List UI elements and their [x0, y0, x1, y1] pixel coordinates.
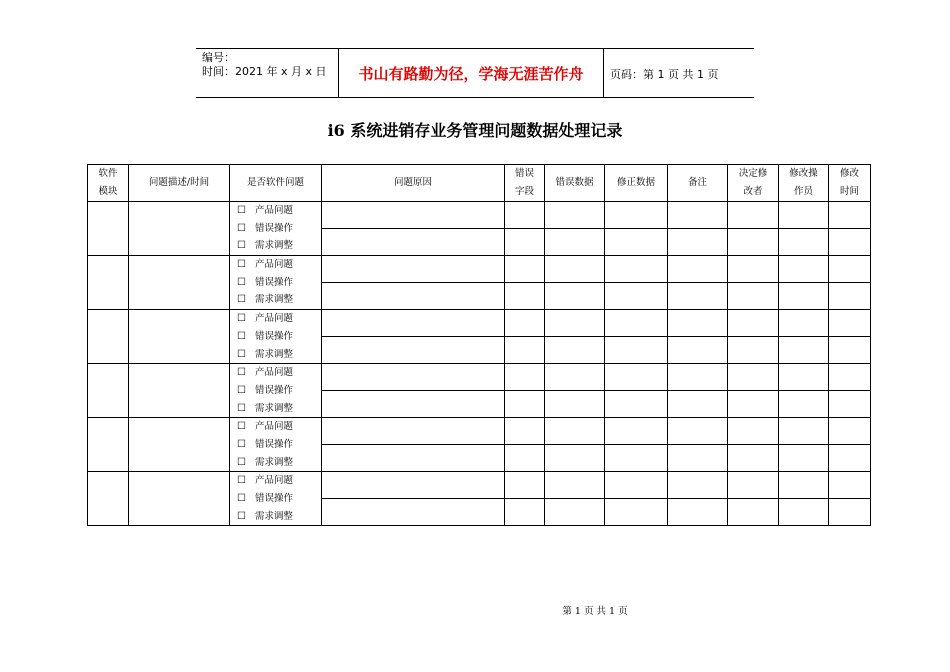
- column-header-line: 修改: [839, 168, 859, 179]
- decider-cell[interactable]: [728, 337, 779, 364]
- problem-cause-cell[interactable]: [322, 499, 505, 526]
- option-label: 产品问题: [255, 313, 294, 325]
- remark-cell[interactable]: [668, 391, 728, 418]
- option-item[interactable]: [230, 472, 321, 490]
- column-header-line: 改者: [743, 186, 763, 197]
- option-item[interactable]: [230, 310, 321, 328]
- software-issue-options: [230, 418, 322, 472]
- page-header: [196, 48, 754, 98]
- table-header-row: [88, 165, 871, 202]
- error-field-cell[interactable]: [505, 202, 545, 229]
- table-row: [88, 418, 871, 445]
- remark-cell[interactable]: [668, 202, 728, 229]
- problem-description-cell[interactable]: [129, 364, 230, 418]
- column-header: [779, 165, 829, 202]
- error-field-cell[interactable]: [505, 445, 545, 472]
- option-item[interactable]: [230, 291, 321, 309]
- operator-cell[interactable]: [779, 418, 829, 445]
- software-module-cell[interactable]: [88, 418, 129, 472]
- remark-cell[interactable]: [668, 472, 728, 499]
- option-item[interactable]: [230, 256, 321, 274]
- error-field-cell[interactable]: [505, 229, 545, 256]
- option-label: 产品问题: [255, 205, 294, 216]
- modify-time-cell[interactable]: [829, 310, 871, 337]
- error-field-cell[interactable]: [505, 499, 545, 526]
- checkbox-icon[interactable]: ☐: [237, 348, 246, 360]
- option-label: 需求调整: [255, 294, 294, 306]
- header-meta: [202, 51, 327, 79]
- decider-cell[interactable]: [728, 229, 779, 256]
- decider-cell[interactable]: [728, 364, 779, 391]
- option-label: 错误操作: [255, 276, 294, 288]
- checkbox-icon[interactable]: ☐: [237, 402, 246, 414]
- checkbox-icon[interactable]: ☐: [237, 276, 246, 288]
- decider-cell[interactable]: [728, 499, 779, 526]
- option-label: 错误操作: [255, 222, 294, 234]
- option-item[interactable]: [230, 346, 321, 364]
- remark-cell[interactable]: [668, 418, 728, 445]
- problem-description-cell[interactable]: [129, 310, 230, 364]
- error-data-cell[interactable]: [545, 445, 605, 472]
- error-field-cell[interactable]: [505, 337, 545, 364]
- problem-cause-cell[interactable]: [322, 364, 505, 391]
- checkbox-icon[interactable]: ☐: [237, 222, 246, 234]
- checkbox-icon[interactable]: ☐: [237, 313, 246, 325]
- option-item[interactable]: [230, 454, 321, 472]
- column-header: [545, 165, 605, 202]
- remark-cell[interactable]: [668, 445, 728, 472]
- column-header-line: 修改操: [789, 168, 818, 179]
- corrected-data-cell[interactable]: [605, 310, 668, 337]
- modify-time-cell[interactable]: [829, 418, 871, 445]
- column-header: [505, 165, 545, 202]
- column-header-line: 时间: [839, 186, 859, 197]
- problem-cause-cell[interactable]: [322, 472, 505, 499]
- software-issue-options: [230, 364, 322, 418]
- error-field-cell[interactable]: [505, 472, 545, 499]
- corrected-data-cell[interactable]: [605, 337, 668, 364]
- corrected-data-cell[interactable]: [605, 445, 668, 472]
- column-header: [605, 165, 668, 202]
- option-label: 错误操作: [255, 438, 294, 450]
- modify-time-cell[interactable]: [829, 229, 871, 256]
- error-data-cell[interactable]: [545, 202, 605, 229]
- page-footer: 第 1 页 共 1 页: [562, 606, 628, 617]
- decider-cell[interactable]: [728, 418, 779, 445]
- column-header-line: 决定修: [738, 168, 768, 179]
- error-field-cell[interactable]: [505, 364, 545, 391]
- corrected-data-cell[interactable]: [605, 472, 668, 499]
- modify-time-cell[interactable]: [829, 391, 871, 418]
- error-field-cell[interactable]: [505, 418, 545, 445]
- option-label: 产品问题: [255, 259, 294, 271]
- column-header: [230, 165, 322, 202]
- problem-cause-cell[interactable]: [322, 283, 505, 310]
- error-data-cell[interactable]: [545, 337, 605, 364]
- option-item[interactable]: [230, 382, 321, 400]
- problem-description-cell[interactable]: [129, 472, 230, 526]
- corrected-data-cell[interactable]: [605, 364, 668, 391]
- corrected-data-cell[interactable]: [605, 202, 668, 229]
- option-label: 需求调整: [255, 348, 294, 360]
- option-item[interactable]: [230, 436, 321, 454]
- checkbox-icon[interactable]: ☐: [237, 367, 246, 379]
- option-item[interactable]: [230, 418, 321, 436]
- software-module-cell[interactable]: [88, 472, 129, 526]
- table-row: [88, 310, 871, 337]
- remark-cell[interactable]: [668, 229, 728, 256]
- page-number-label: 页码：第 1 页 共 1 页: [610, 68, 719, 81]
- column-header: [668, 165, 728, 202]
- column-header-line: 错误: [514, 168, 534, 179]
- checkbox-icon[interactable]: ☐: [237, 205, 246, 216]
- corrected-data-cell[interactable]: [605, 256, 668, 283]
- problem-cause-cell[interactable]: [322, 202, 505, 229]
- error-data-cell[interactable]: [545, 229, 605, 256]
- operator-cell[interactable]: [779, 229, 829, 256]
- checkbox-icon[interactable]: ☐: [237, 259, 246, 271]
- option-item[interactable]: [230, 328, 321, 346]
- operator-cell[interactable]: [779, 283, 829, 310]
- corrected-data-cell[interactable]: [605, 391, 668, 418]
- software-issue-options: [230, 202, 322, 256]
- option-label: 需求调整: [255, 456, 294, 468]
- problem-cause-cell[interactable]: [322, 256, 505, 283]
- column-header-line: 问题描述/时间: [148, 177, 210, 188]
- modify-time-cell[interactable]: [829, 472, 871, 499]
- modify-time-cell[interactable]: [829, 256, 871, 283]
- checkbox-icon[interactable]: ☐: [237, 294, 246, 306]
- software-module-cell[interactable]: [88, 310, 129, 364]
- table-row: [88, 256, 871, 283]
- software-issue-options: [230, 472, 322, 526]
- table-row: [88, 364, 871, 391]
- column-header-line: 软件: [98, 168, 118, 179]
- problem-description-cell[interactable]: [129, 256, 230, 310]
- problem-cause-cell[interactable]: [322, 337, 505, 364]
- operator-cell[interactable]: [779, 445, 829, 472]
- decider-cell[interactable]: [728, 445, 779, 472]
- decider-cell[interactable]: [728, 256, 779, 283]
- option-item[interactable]: [230, 274, 321, 292]
- operator-cell[interactable]: [779, 202, 829, 229]
- option-label: 需求调整: [255, 510, 294, 522]
- option-item[interactable]: [230, 508, 321, 526]
- modify-time-cell[interactable]: [829, 445, 871, 472]
- modify-time-cell[interactable]: [829, 364, 871, 391]
- option-item[interactable]: [230, 490, 321, 508]
- modify-time-cell[interactable]: [829, 499, 871, 526]
- option-label: 产品问题: [255, 367, 294, 379]
- operator-cell[interactable]: [779, 337, 829, 364]
- option-label: 产品问题: [255, 475, 294, 487]
- error-data-cell[interactable]: [545, 256, 605, 283]
- operator-cell[interactable]: [779, 310, 829, 337]
- remark-cell[interactable]: [668, 499, 728, 526]
- error-field-cell[interactable]: [505, 310, 545, 337]
- software-module-cell[interactable]: [88, 364, 129, 418]
- checkbox-icon[interactable]: ☐: [237, 456, 246, 468]
- checkbox-icon[interactable]: ☐: [237, 493, 246, 504]
- table-row: [88, 202, 871, 229]
- problem-description-cell[interactable]: [129, 202, 230, 256]
- column-header-line: 修正数据: [616, 177, 655, 188]
- problem-cause-cell[interactable]: [322, 391, 505, 418]
- column-header-line: 问题原因: [393, 177, 432, 188]
- software-issue-options: [230, 256, 322, 310]
- modify-time-cell[interactable]: [829, 202, 871, 229]
- option-item[interactable]: [230, 202, 321, 220]
- remark-cell[interactable]: [668, 256, 728, 283]
- error-field-cell[interactable]: [505, 283, 545, 310]
- corrected-data-cell[interactable]: [605, 499, 668, 526]
- column-header: [829, 165, 871, 202]
- operator-cell[interactable]: [779, 391, 829, 418]
- error-data-cell[interactable]: [545, 391, 605, 418]
- checkbox-icon[interactable]: ☐: [237, 510, 246, 522]
- error-data-cell[interactable]: [545, 418, 605, 445]
- column-header-line: 备注: [687, 177, 707, 188]
- problem-description-cell[interactable]: [129, 418, 230, 472]
- operator-cell[interactable]: [779, 499, 829, 526]
- error-data-cell[interactable]: [545, 472, 605, 499]
- time-label: 时间：2021 年 x 月 x 日: [202, 65, 327, 78]
- decider-cell[interactable]: [728, 391, 779, 418]
- corrected-data-cell[interactable]: [605, 418, 668, 445]
- error-data-cell[interactable]: [545, 364, 605, 391]
- remark-cell[interactable]: [668, 283, 728, 310]
- option-item[interactable]: [230, 237, 321, 255]
- motto: 书山有路勤为径，学海无涯苦作舟: [338, 49, 604, 97]
- option-label: 错误操作: [255, 384, 294, 396]
- column-header: [129, 165, 230, 202]
- checkbox-icon[interactable]: ☐: [237, 438, 246, 450]
- checkbox-icon[interactable]: ☐: [237, 384, 246, 396]
- document-title: i6 系统进销存业务管理问题数据处理记录: [327, 121, 623, 140]
- error-data-cell[interactable]: [545, 499, 605, 526]
- checkbox-icon[interactable]: ☐: [237, 421, 246, 433]
- table-row: [88, 472, 871, 499]
- option-label: 需求调整: [255, 402, 294, 414]
- problem-cause-cell[interactable]: [322, 445, 505, 472]
- software-module-cell[interactable]: [88, 256, 129, 310]
- modify-time-cell[interactable]: [829, 283, 871, 310]
- operator-cell[interactable]: [779, 472, 829, 499]
- operator-cell[interactable]: [779, 364, 829, 391]
- checkbox-icon[interactable]: ☐: [237, 475, 246, 487]
- corrected-data-cell[interactable]: [605, 229, 668, 256]
- software-issue-options: [230, 310, 322, 364]
- decider-cell[interactable]: [728, 472, 779, 499]
- modify-time-cell[interactable]: [829, 337, 871, 364]
- remark-cell[interactable]: [668, 364, 728, 391]
- decider-cell[interactable]: [728, 202, 779, 229]
- table-body: [88, 202, 871, 526]
- checkbox-icon[interactable]: ☐: [237, 240, 246, 252]
- remark-cell[interactable]: [668, 310, 728, 337]
- column-header: [322, 165, 505, 202]
- column-header-line: 是否软件问题: [246, 177, 304, 188]
- decider-cell[interactable]: [728, 283, 779, 310]
- option-label: 产品问题: [255, 421, 294, 433]
- remark-cell[interactable]: [668, 337, 728, 364]
- column-header: [728, 165, 779, 202]
- column-header-line: 错误数据: [555, 177, 594, 188]
- error-data-cell[interactable]: [545, 283, 605, 310]
- error-field-cell[interactable]: [505, 391, 545, 418]
- corrected-data-cell[interactable]: [605, 283, 668, 310]
- option-item[interactable]: [230, 400, 321, 418]
- error-field-cell[interactable]: [505, 256, 545, 283]
- column-header-line: 模块: [98, 186, 118, 197]
- software-module-cell[interactable]: [88, 202, 129, 256]
- option-label: 错误操作: [255, 330, 294, 342]
- option-label: 错误操作: [255, 493, 294, 504]
- problem-cause-cell[interactable]: [322, 418, 505, 445]
- number-label: 编号：: [202, 51, 235, 64]
- record-table: [87, 164, 871, 526]
- column-header: [88, 165, 129, 202]
- error-data-cell[interactable]: [545, 310, 605, 337]
- option-item[interactable]: [230, 220, 321, 238]
- checkbox-icon[interactable]: ☐: [237, 330, 246, 342]
- column-header-line: 作员: [793, 186, 813, 197]
- problem-cause-cell[interactable]: [322, 229, 505, 256]
- column-header-line: 字段: [514, 186, 534, 197]
- problem-cause-cell[interactable]: [322, 310, 505, 337]
- option-label: 需求调整: [255, 240, 294, 252]
- operator-cell[interactable]: [779, 256, 829, 283]
- decider-cell[interactable]: [728, 310, 779, 337]
- option-item[interactable]: [230, 364, 321, 382]
